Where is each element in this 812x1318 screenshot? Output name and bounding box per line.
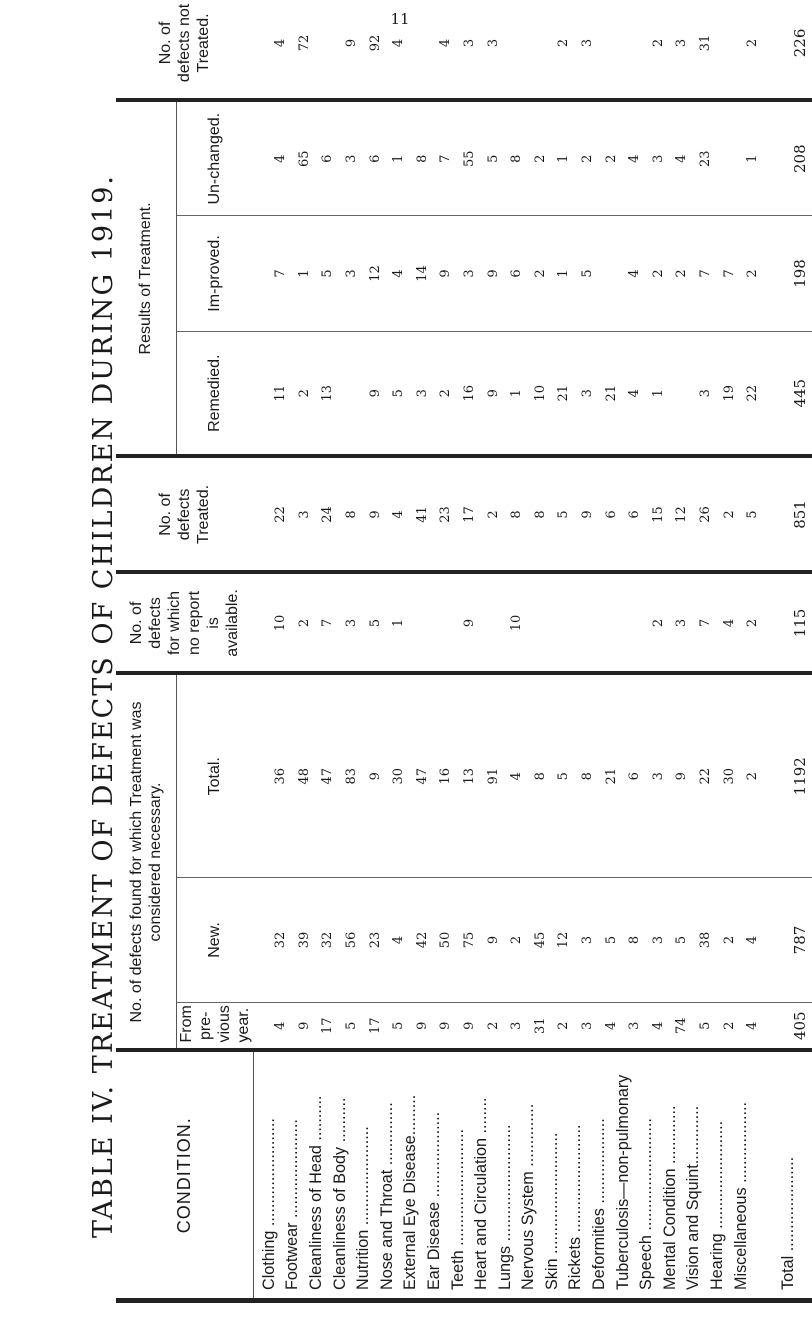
cell-value: 22: [745, 384, 761, 402]
cell-value: 48: [296, 767, 312, 785]
cell-value: 13: [462, 767, 477, 785]
remedied-header: Remedied.: [176, 331, 253, 456]
condition-header: CONDITION.: [116, 1051, 253, 1301]
cell-value: 2: [579, 154, 595, 163]
cell-value: 5: [579, 269, 595, 278]
cell-value: 23: [438, 506, 454, 523]
cell-value: 9: [579, 510, 595, 519]
cell-value: 3: [650, 772, 666, 781]
cell-value: [718, 0, 742, 98]
cell-value: 8: [532, 772, 548, 781]
total-column: [253, 673, 812, 877]
condition-clothing: Clothing ........................: [259, 1118, 278, 1290]
cell-value: 4: [391, 269, 407, 278]
cell-value: 21: [603, 767, 619, 785]
cell-value: 9: [485, 935, 501, 945]
cell-value: 4: [509, 772, 525, 781]
unchanged-header: Un-changed.: [176, 100, 253, 215]
cell-value: 1: [509, 389, 525, 398]
cell-value: 36: [273, 767, 289, 785]
cell-value: 9: [485, 269, 501, 278]
cell-value: 8: [509, 510, 525, 519]
cell-value: 7: [697, 269, 713, 278]
cell-value: [600, 216, 624, 331]
cell-value: 1: [745, 154, 761, 163]
column-total: 1192: [790, 757, 809, 796]
cell-value: 8: [532, 510, 548, 519]
new-column: [253, 878, 812, 1003]
cell-value: 2: [296, 389, 312, 398]
cell-value: [718, 102, 742, 215]
cell-value: 5: [391, 389, 407, 398]
results-group-header: Results of Treatment.: [116, 100, 176, 456]
cell-value: 2: [438, 389, 454, 398]
cell-value: 3: [650, 935, 666, 945]
condition-nervous: Nervous System ..............: [519, 1103, 538, 1290]
condition-lungs: Lungs ..........................: [495, 1124, 514, 1290]
cell-value: 9: [367, 772, 383, 781]
condition-tuberculosis: Tuberculosis—non-pulmonary: [613, 1074, 632, 1290]
cell-value: 6: [320, 154, 336, 163]
cell-value: [505, 0, 529, 98]
cell-value: 9: [367, 389, 383, 398]
column-total: 787: [790, 925, 809, 955]
cell-value: 5: [367, 618, 383, 628]
cell-value: [552, 574, 576, 671]
cell-value: 14: [414, 265, 430, 282]
cell-value: 6: [603, 510, 619, 519]
cell-value: 3: [674, 618, 690, 628]
cell-value: 65: [296, 150, 312, 167]
column-total: 851: [790, 500, 809, 529]
cell-value: 9: [674, 772, 690, 781]
cell-value: 74: [674, 1017, 690, 1035]
page-number: 11: [390, 10, 410, 28]
cell-value: [576, 574, 600, 671]
cell-value: 17: [462, 506, 477, 523]
cell-value: [623, 574, 647, 671]
cell-value: 9: [462, 618, 477, 628]
cell-value: 2: [721, 935, 737, 945]
cell-value: 6: [627, 772, 643, 781]
cell-value: [670, 332, 694, 455]
cell-value: 50: [438, 931, 454, 949]
cell-value: [600, 0, 624, 98]
cell-value: 8: [579, 772, 595, 781]
improved-column: [253, 215, 812, 331]
cell-value: 5: [603, 935, 619, 945]
cell-value: [529, 574, 553, 671]
cell-value: 1: [391, 154, 407, 163]
cell-value: 5: [674, 935, 690, 945]
treated-column: [253, 456, 812, 572]
cell-value: 2: [509, 935, 525, 945]
not-treated-column: [253, 0, 812, 100]
cell-value: 5: [320, 269, 336, 278]
cell-value: 56: [344, 931, 360, 949]
not-treated-header: No. of defects not Treated.: [116, 0, 253, 100]
cell-value: 4: [650, 1021, 666, 1030]
cell-value: 17: [367, 1017, 383, 1035]
cell-value: 31: [697, 34, 713, 52]
cell-value: 2: [603, 154, 619, 163]
cell-value: 2: [650, 38, 666, 48]
from-previous-column: [253, 1003, 812, 1051]
cell-value: 10: [273, 614, 289, 632]
cell-value: 1: [650, 389, 666, 398]
cell-value: 26: [697, 506, 713, 523]
condition-misc: Miscellaneous ..................: [731, 1101, 750, 1290]
cell-value: 83: [344, 767, 360, 785]
cell-value: 45: [532, 931, 548, 949]
cell-value: 4: [627, 154, 643, 163]
cell-value: 7: [721, 269, 737, 278]
cell-value: 24: [320, 506, 336, 523]
cell-value: 4: [391, 510, 407, 519]
cell-value: 2: [721, 510, 737, 519]
from-previous-header: From pre-vious year.: [176, 1003, 253, 1051]
cell-value: 3: [579, 389, 595, 398]
cell-value: 47: [320, 767, 336, 785]
cell-value: 5: [344, 1021, 360, 1030]
cell-value: 7: [320, 618, 336, 628]
cell-value: 4: [745, 1021, 761, 1030]
cell-value: 4: [745, 935, 761, 945]
cell-value: 16: [462, 384, 477, 402]
cell-value: 8: [344, 510, 360, 519]
condition-footwear: Footwear ......................: [283, 1119, 302, 1290]
cell-value: 10: [509, 614, 525, 632]
cell-value: 2: [532, 154, 548, 163]
treated-header: No. of defects Treated.: [116, 456, 253, 572]
found-group-header: No. of defects found for which Treatment was considered necessary.: [116, 673, 176, 1050]
table-title: TABLE IV. TREATMENT OF DEFECTS OF CHILDREN DURING 1919.: [88, 174, 119, 1238]
cell-value: 3: [462, 38, 477, 48]
cell-value: 19: [721, 384, 737, 402]
condition-teeth: Teeth ..........................: [448, 1128, 467, 1290]
cell-value: [316, 0, 340, 98]
cell-value: 6: [627, 510, 643, 519]
cell-value: 47: [414, 767, 430, 785]
cell-value: 3: [485, 38, 501, 48]
condition-skin: Skin ...........................: [542, 1132, 561, 1290]
column-total: 226: [790, 28, 809, 58]
cell-value: 8: [414, 154, 430, 163]
cell-value: 23: [367, 931, 383, 949]
unchanged-column: [253, 100, 812, 215]
cell-value: 5: [745, 510, 761, 519]
cell-value: 1: [556, 154, 572, 163]
remedied-column: [253, 331, 812, 456]
new-header: New.: [176, 878, 253, 1003]
cell-value: 3: [296, 510, 312, 519]
cell-value: 5: [697, 1021, 713, 1030]
cell-value: 9: [296, 1021, 312, 1030]
defects-table: [116, 3, 809, 1303]
cell-value: 2: [721, 1021, 737, 1030]
cell-value: 7: [438, 154, 454, 163]
cell-value: [600, 574, 624, 671]
cell-value: 2: [485, 1021, 501, 1030]
cell-value: 4: [603, 1021, 619, 1030]
cell-value: 10: [532, 384, 548, 402]
cell-value: 3: [344, 618, 360, 628]
cell-value: 12: [674, 506, 690, 523]
cell-value: 39: [296, 931, 312, 949]
cell-value: 9: [462, 1021, 477, 1030]
column-total: 208: [790, 144, 809, 174]
cell-value: 3: [344, 269, 360, 278]
cell-value: 4: [273, 154, 289, 163]
condition-heart: Heart and Circulation ........: [472, 1097, 491, 1290]
cell-value: 2: [745, 772, 761, 781]
cell-value: 1: [296, 269, 312, 278]
cell-value: 6: [367, 154, 383, 163]
cell-value: 9: [485, 389, 501, 398]
improved-header: Im-proved.: [176, 215, 253, 331]
condition-rickets: Rickets ........................: [566, 1124, 585, 1290]
cell-value: 1: [556, 269, 572, 278]
no-report-column: [253, 572, 812, 673]
cell-value: 1: [391, 618, 407, 628]
cell-value: 2: [674, 269, 690, 278]
cell-value: 3: [414, 389, 430, 398]
cell-value: 3: [462, 269, 477, 278]
column-total: 198: [790, 259, 809, 288]
cell-value: 4: [391, 38, 407, 48]
cell-value: 38: [697, 931, 713, 949]
cell-value: 3: [579, 38, 595, 48]
cell-value: 4: [721, 618, 737, 628]
cell-value: 5: [485, 154, 501, 163]
cell-value: 3: [627, 1021, 643, 1030]
cell-value: 3: [344, 154, 360, 163]
cell-value: 7: [697, 618, 713, 628]
cell-value: 4: [627, 389, 643, 398]
cell-value: 8: [627, 935, 643, 945]
cell-value: 55: [462, 150, 477, 167]
cell-value: 8: [509, 154, 525, 163]
cell-value: 4: [273, 38, 289, 48]
cell-value: 21: [556, 384, 572, 402]
cell-value: 75: [462, 931, 477, 949]
cell-value: 32: [273, 931, 289, 949]
cell-value: 4: [273, 1021, 289, 1030]
cell-value: [623, 0, 647, 98]
cell-value: 92: [367, 34, 383, 52]
condition-hearing: Hearing ........................: [708, 1120, 727, 1290]
cell-value: 9: [414, 1021, 430, 1030]
condition-list: [253, 1051, 812, 1301]
cell-value: 2: [296, 618, 312, 628]
cell-value: 4: [674, 154, 690, 163]
condition-external-eye: External Eye Disease.........: [401, 1094, 420, 1290]
condition-speech: Speech .........................: [637, 1118, 656, 1290]
cell-value: 7: [273, 269, 289, 278]
cell-value: 2: [556, 1021, 572, 1030]
cell-value: 2: [745, 38, 761, 48]
cell-value: 32: [320, 931, 336, 949]
cell-value: [340, 332, 364, 455]
cell-value: 2: [485, 510, 501, 519]
cell-value: 3: [579, 935, 595, 945]
cell-value: 3: [650, 154, 666, 163]
cell-value: 3: [579, 1021, 595, 1030]
condition-cleanliness-head: Cleanliness of Head ..........: [306, 1095, 325, 1290]
cell-value: 21: [603, 384, 619, 402]
cell-value: 16: [438, 767, 454, 785]
cell-value: 2: [650, 269, 666, 278]
cell-value: 22: [697, 767, 713, 785]
condition-cleanliness-body: Cleanliness of Body ..........: [330, 1097, 349, 1290]
cell-value: 41: [414, 506, 430, 523]
total-header: Total.: [176, 673, 253, 877]
cell-value: [411, 0, 435, 98]
cell-value: 5: [556, 772, 572, 781]
cell-value: 2: [745, 269, 761, 278]
column-total: 405: [790, 1011, 809, 1041]
cell-value: 4: [438, 38, 454, 48]
cell-value: 9: [438, 269, 454, 278]
cell-value: 3: [509, 1021, 525, 1030]
cell-value: 6: [509, 269, 525, 278]
cell-value: 12: [367, 265, 383, 282]
column-total: 445: [790, 378, 809, 408]
cell-value: 22: [273, 506, 289, 523]
cell-value: 2: [745, 618, 761, 628]
cell-value: 91: [485, 767, 501, 785]
cell-value: 23: [697, 150, 713, 167]
cell-value: [529, 0, 553, 98]
cell-value: 2: [556, 38, 572, 48]
cell-value: 4: [391, 935, 407, 945]
cell-value: 5: [391, 1021, 407, 1030]
cell-value: 42: [414, 931, 430, 949]
no-report-header: No. of defects for which no report is available.: [116, 572, 253, 673]
cell-value: 72: [296, 34, 312, 52]
cell-value: [482, 574, 506, 671]
cell-value: 12: [556, 931, 572, 949]
condition-deformities: Deformities ...................: [590, 1118, 609, 1290]
cell-value: 9: [438, 1021, 454, 1030]
condition-nutrition: Nutrition ......................: [354, 1126, 373, 1290]
cell-value: 13: [320, 384, 336, 402]
condition-mental: Mental Condition .............: [660, 1105, 679, 1290]
cell-value: [411, 574, 435, 671]
cell-value: 2: [532, 269, 548, 278]
column-total: 115: [790, 608, 809, 638]
cell-value: 15: [650, 506, 666, 523]
cell-value: 17: [320, 1017, 336, 1035]
cell-value: 3: [697, 389, 713, 398]
cell-value: 31: [532, 1017, 548, 1035]
cell-value: 5: [556, 510, 572, 519]
cell-value: 30: [721, 767, 737, 785]
condition-total-label: Total .....................: [779, 1156, 798, 1290]
cell-value: 30: [391, 767, 407, 785]
cell-value: 2: [650, 618, 666, 628]
cell-value: 9: [367, 510, 383, 519]
cell-value: 3: [674, 38, 690, 48]
condition-vision: Vision and Squint.............: [684, 1105, 703, 1290]
cell-value: [434, 574, 458, 671]
cell-value: 11: [273, 384, 289, 402]
condition-nose-throat: Nose and Throat ..............: [377, 1102, 396, 1290]
condition-ear: Ear Disease ...................: [424, 1111, 443, 1290]
cell-value: 9: [344, 38, 360, 48]
cell-value: 4: [627, 269, 643, 278]
